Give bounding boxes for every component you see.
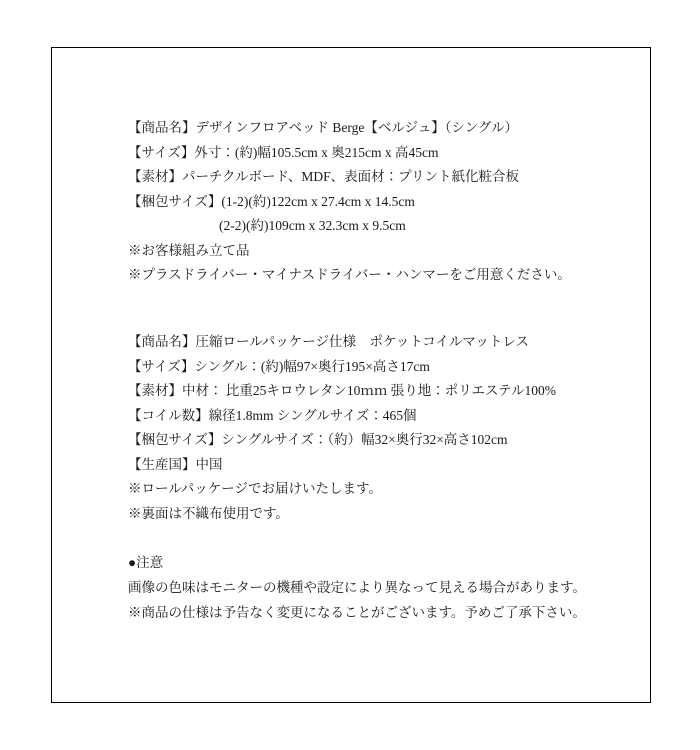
mattress-note-backside: ※裏面は不織布使用です。 (128, 505, 289, 521)
bed-product-name: 【商品名】デザインフロアベッド Berge【ベルジュ】（シングル） (128, 120, 519, 135)
bed-note-assembly: ※お客様組み立て品 (128, 242, 250, 258)
bed-package-size-1: 【梱包サイズ】(1-2)(約)122cm x 27.4cm x 14.5cm (128, 193, 415, 209)
bed-material: 【素材】パーチクルボード、MDF、表面材：プリント紙化粧合板 (128, 169, 520, 184)
notice-spec-change: ※商品の仕様は予告なく変更になることがございます。予めご了承下さい。 (128, 605, 586, 620)
bed-note-tools: ※プラスドライバー・マイナスドライバー・ハンマーをご用意ください。 (128, 267, 571, 282)
mattress-product-name: 【商品名】圧縮ロールパッケージ仕様 ポケットコイルマットレス (128, 334, 529, 349)
mattress-coil-count: 【コイル数】線径1.8mm シングルサイズ：465個 (128, 407, 417, 423)
mattress-spec-section (128, 330, 556, 526)
mattress-material: 【素材】中材： 比重25キロウレタン10ｍｍ 張り地：ポリエステル100% (128, 383, 556, 398)
mattress-package-size: 【梱包サイズ】シングルサイズ：（約）幅32×奥行32×高さ102cm (128, 432, 508, 447)
notice-monitor-color: 画像の色味はモニターの機種や設定により異なって見える場合があります。 (128, 580, 586, 595)
mattress-size: 【サイズ】シングル：(約)幅97×奥行195×高さ17cm (128, 358, 430, 374)
bed-spec-section (128, 116, 571, 288)
bed-package-size-2: (2-2)(約)109cm x 32.3cm x 9.5cm (219, 218, 406, 233)
bed-size: 【サイズ】外寸：(約)幅105.5cm x 奥215cm x 高45cm (128, 144, 439, 160)
mattress-country: 【生産国】中国 (128, 456, 223, 472)
notice-section (128, 550, 586, 625)
mattress-note-rollpackage: ※ロールパッケージでお届けいたします。 (128, 481, 382, 496)
notice-heading: ●注意 (128, 555, 164, 570)
